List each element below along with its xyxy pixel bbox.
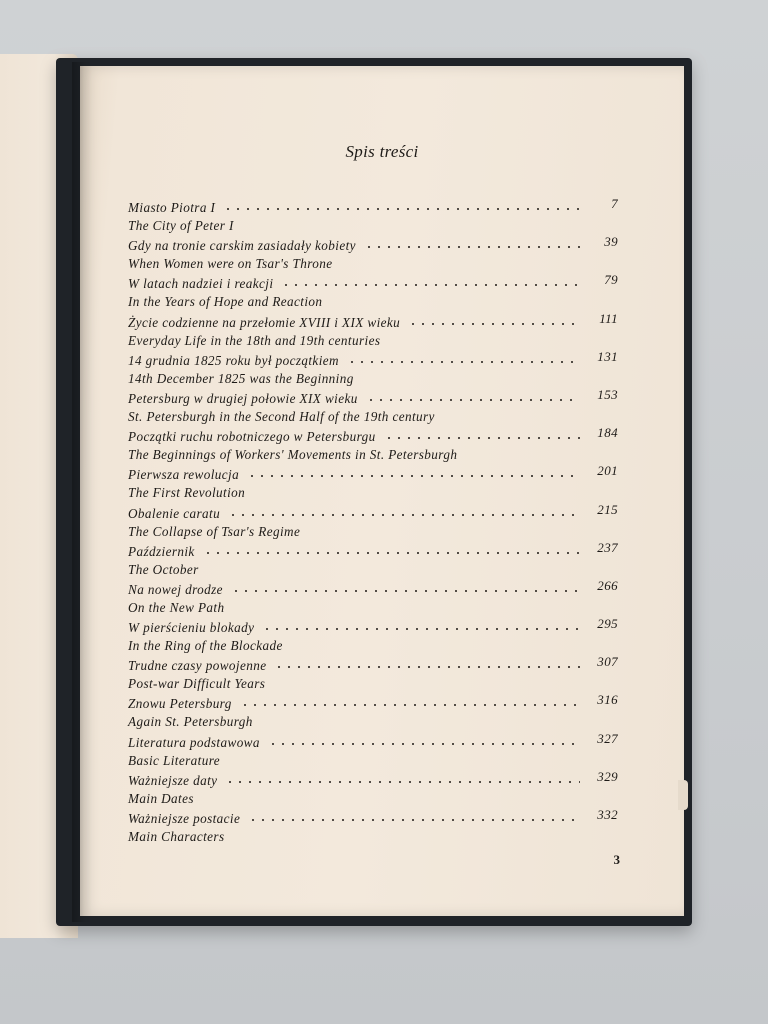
toc-entry-polish-title: Literatura podstawowa: [128, 734, 260, 750]
dot-leader: [223, 208, 580, 210]
dot-leader: [228, 514, 580, 516]
toc-entry-polish-title: W pierścieniu blokady: [128, 620, 255, 636]
toc-entry: [128, 577, 618, 620]
toc-entry-english-title: The Beginnings of Workers' Movements in St. Petersburgh: [128, 447, 458, 463]
toc-entry-english-title: In the Ring of the Blockade: [128, 638, 283, 654]
dot-leader: [268, 743, 580, 745]
toc-entry-english-title: Post-war Difficult Years: [128, 676, 266, 692]
toc-entry-page-number: 131: [597, 348, 618, 364]
dot-leader: [248, 819, 580, 821]
toc-entry: [128, 463, 618, 505]
toc-entry-page-number: 295: [597, 616, 618, 632]
toc-entry-page-number: 316: [597, 692, 618, 708]
toc-entry: [128, 807, 618, 849]
toc-entry-polish-title: 14 grudnia 1825 roku był początkiem: [128, 352, 339, 368]
dot-leader: [203, 552, 580, 554]
toc-entry-english-title: 14th December 1825 was the Beginning: [128, 370, 354, 386]
toc-entry-polish-title: Gdy na tronie carskim zasiadały kobiety: [128, 238, 356, 254]
gutter-shadow: [72, 62, 92, 922]
toc-entry-english-title: The City of Peter I: [128, 218, 234, 233]
toc-entry-row: [128, 196, 618, 217]
toc-entry-english-title: Everyday Life in the 18th and 19th centuries: [128, 332, 381, 348]
toc-entry-polish-title: Październik: [128, 543, 195, 559]
toc-entry: [128, 768, 618, 811]
toc-entry-english-title: Main Dates: [128, 790, 194, 806]
dot-leader: [384, 437, 580, 439]
toc-entry-row: [128, 616, 618, 637]
toc-entry-polish-title: Petersburg w drugiej połowie XIX wieku: [128, 390, 358, 406]
toc-entry-row: [128, 539, 618, 561]
toc-page: [80, 66, 684, 916]
toc-entry-row: [128, 463, 618, 484]
dot-leader: [366, 399, 580, 401]
toc-entry-polish-title: Życie codzienne na przełomie XVIII i XIX wieku: [128, 314, 401, 330]
toc-entry-row: [128, 730, 618, 752]
toc-entry-page-number: 266: [597, 577, 618, 593]
toc-entry-row: [128, 386, 618, 408]
toc-entry-row: [128, 692, 618, 713]
toc-entry: [128, 539, 618, 582]
dot-leader: [247, 475, 580, 477]
toc-entry: [128, 501, 618, 544]
toc-entry-english-title: The Collapse of Tsar's Regime: [128, 523, 301, 539]
toc-entry-page-number: 237: [597, 539, 618, 555]
toc-entry-row: [128, 310, 618, 332]
toc-entry-english-title: The October: [128, 561, 199, 577]
dot-leader: [408, 323, 580, 325]
toc-entry-row: [128, 768, 618, 790]
toc-entry-page-number: 184: [597, 425, 618, 441]
dot-leader: [364, 246, 580, 248]
toc-list: [128, 196, 618, 849]
page-title: Spis treści: [345, 142, 419, 161]
toc-entry-polish-title: Początki ruchu robotniczego w Petersburgu: [128, 429, 376, 445]
toc-entry-page-number: 307: [597, 654, 618, 670]
toc-entry-english-title: When Women were on Tsar's Throne: [128, 256, 333, 272]
toc-entry: [128, 425, 618, 467]
toc-entry: [128, 692, 618, 734]
dot-leader: [225, 781, 580, 783]
toc-entry-english-title: In the Years of Hope and Reaction: [128, 294, 323, 310]
toc-entry-page-number: 215: [597, 501, 618, 517]
toc-entry-row: [128, 234, 618, 255]
toc-entry: [128, 348, 618, 391]
toc-entry-row: [128, 348, 618, 370]
toc-entry: [128, 234, 618, 276]
toc-entry-row: [128, 272, 618, 293]
toc-entry-polish-title: Pierwsza rewolucja: [128, 467, 240, 483]
toc-entry-english-title: Basic Literature: [128, 752, 220, 768]
toc-entry-polish-title: Obalenie caratu: [128, 505, 221, 521]
toc-entry-row: [128, 577, 618, 599]
toc-entry-page-number: 79: [604, 272, 618, 288]
toc-entry-row: [128, 501, 618, 523]
toc-entry-english-title: On the New Path: [128, 599, 225, 615]
dot-leader: [347, 361, 580, 363]
dot-leader: [274, 666, 580, 668]
toc-entry-polish-title: W latach nadziei i reakcji: [128, 276, 274, 292]
toc-entry-polish-title: Ważniejsze postacie: [128, 811, 241, 826]
page-edge-tear: [678, 780, 688, 810]
toc-entry-row: [128, 425, 618, 446]
toc-entry-page-number: 332: [597, 807, 618, 822]
toc-entry-page-number: 329: [597, 768, 618, 784]
toc-entry-page-number: 39: [604, 234, 618, 250]
toc-entry-english-title: St. Petersburgh in the Second Half of the 19th century: [128, 408, 435, 424]
toc-entry: [128, 616, 618, 658]
toc-entry: [128, 730, 618, 773]
toc-entry-polish-title: Znowu Petersburg: [128, 696, 232, 712]
toc-entry-page-number: 327: [597, 730, 618, 746]
toc-entry: [128, 654, 618, 696]
toc-entry: [128, 386, 618, 429]
toc-entry-polish-title: Na nowej drodze: [128, 581, 223, 597]
dot-leader: [281, 284, 580, 286]
dot-leader: [231, 590, 580, 592]
toc-entry-row: [128, 807, 618, 828]
toc-entry-english-title: Main Characters: [128, 829, 225, 844]
toc-entry-polish-title: Trudne czasy powojenne: [128, 658, 267, 674]
dot-leader: [262, 628, 580, 630]
toc-entry-row: [128, 654, 618, 675]
toc-entry-polish-title: Miasto Piotra I: [128, 200, 216, 215]
dot-leader: [240, 704, 580, 706]
toc-entry: [128, 272, 618, 314]
toc-entry-english-title: Again St. Petersburgh: [128, 714, 253, 730]
toc-entry: [128, 196, 618, 238]
toc-entry-polish-title: Ważniejsze daty: [128, 772, 218, 788]
page-number: 3: [613, 852, 620, 867]
toc-entry-page-number: 111: [599, 310, 618, 326]
toc-entry: [128, 310, 618, 353]
toc-entry-english-title: The First Revolution: [128, 485, 246, 501]
toc-entry-page-number: 201: [597, 463, 618, 479]
toc-entry-page-number: 7: [611, 196, 618, 211]
toc-entry-page-number: 153: [597, 386, 618, 402]
